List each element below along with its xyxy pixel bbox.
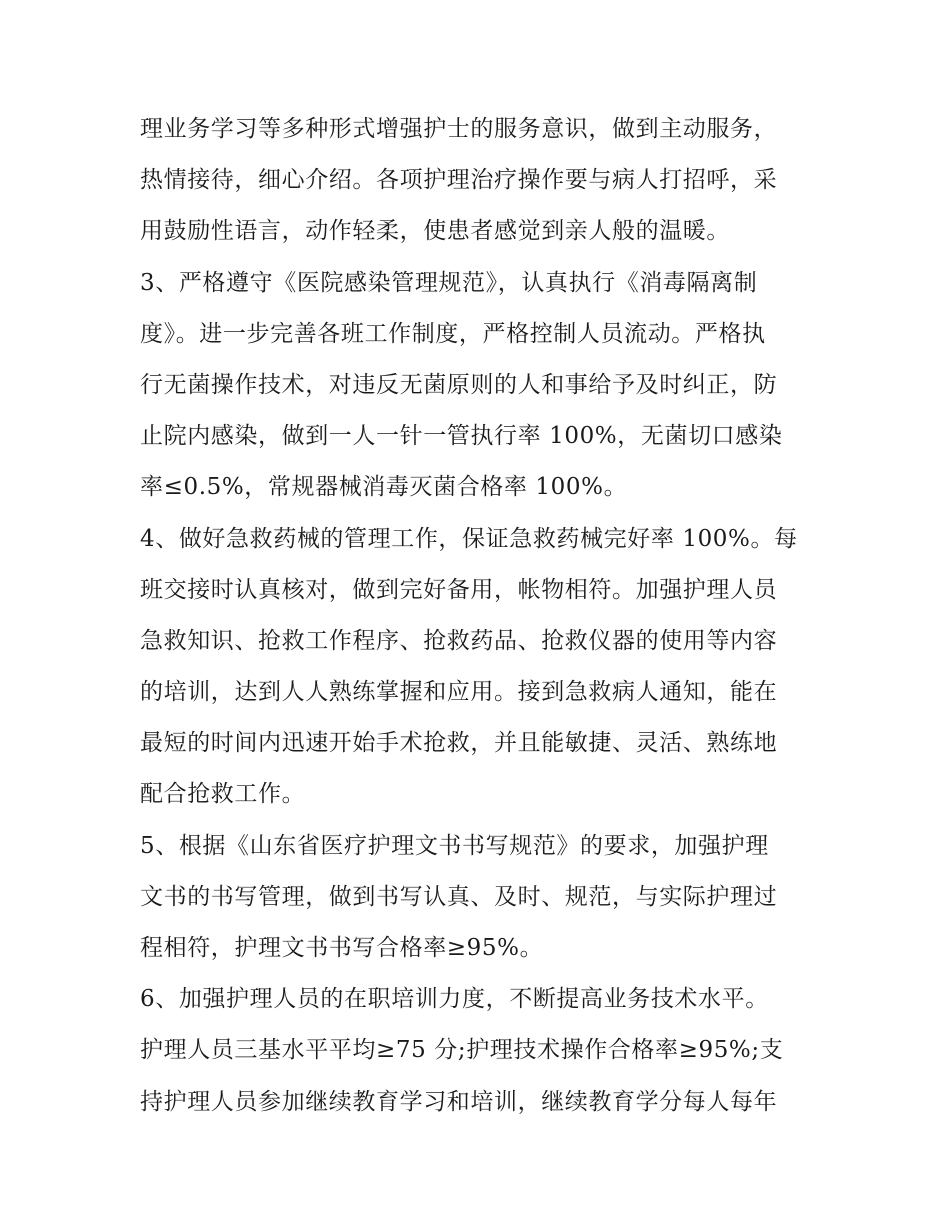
text-line: 4、做好急救药械的管理工作，保证急救药械完好率 100%。每 <box>140 525 798 552</box>
text-line: 文书的书写管理，做到书写认真、及时、规范，与实际护理过 <box>140 883 778 910</box>
text-line: 理业务学习等多种形式增强护士的服务意识，做到主动服务， <box>140 116 778 142</box>
text-line: 率≤0.5%，常规器械消毒灭菌合格率 100%。 <box>140 474 628 501</box>
text-line: 热情接待，细心介绍。各项护理治疗操作要与病人打招呼，采 <box>140 167 778 194</box>
body-text <box>140 104 830 1128</box>
text-line: 度》。进一步完善各班工作制度，严格控制人员流动。严格执 <box>140 320 766 347</box>
text-line: 3、严格遵守《医院感染管理规范》，认真执行《消毒隔离制 <box>140 269 758 296</box>
text-line: 5、根据《山东省医疗护理文书书写规范》的要求，加强护理 <box>140 832 769 859</box>
text-line: 班交接时认真核对，做到完好备用，帐物相符。加强护理人员 <box>140 576 778 603</box>
text-line: 止院内感染，做到一人一针一管执行率 100%，无菌切口感染 <box>140 423 783 450</box>
text-line: 用鼓励性语言，动作轻柔，使患者感觉到亲人般的温暖。 <box>140 218 730 245</box>
text-line: 行无菌操作技术，对违反无菌原则的人和事给予及时纠正，防 <box>140 371 778 398</box>
text-line: 最短的时间内迅速开始手术抢救，并且能敏捷、灵活、熟练地 <box>140 730 778 757</box>
text-line: 6、加强护理人员的在职培训力度，不断提高业务技术水平。 <box>140 986 769 1013</box>
text-line: 程相符，护理文书书写合格率≥95%。 <box>140 935 544 961</box>
text-line: 持护理人员参加继续教育学习和培训，继续教育学分每人每年 <box>140 1088 778 1115</box>
text-line: 急救知识、抢救工作程序、抢救药品、抢救仪器的使用等内容 <box>140 627 778 654</box>
text-line: 护理人员三基水平平均≥75 分;护理技术操作合格率≥95%;支 <box>140 1037 784 1064</box>
text-line: 配合抢救工作。 <box>140 781 306 808</box>
text-line: 的培训，达到人人熟练掌握和应用。接到急救病人通知，能在 <box>140 679 778 706</box>
